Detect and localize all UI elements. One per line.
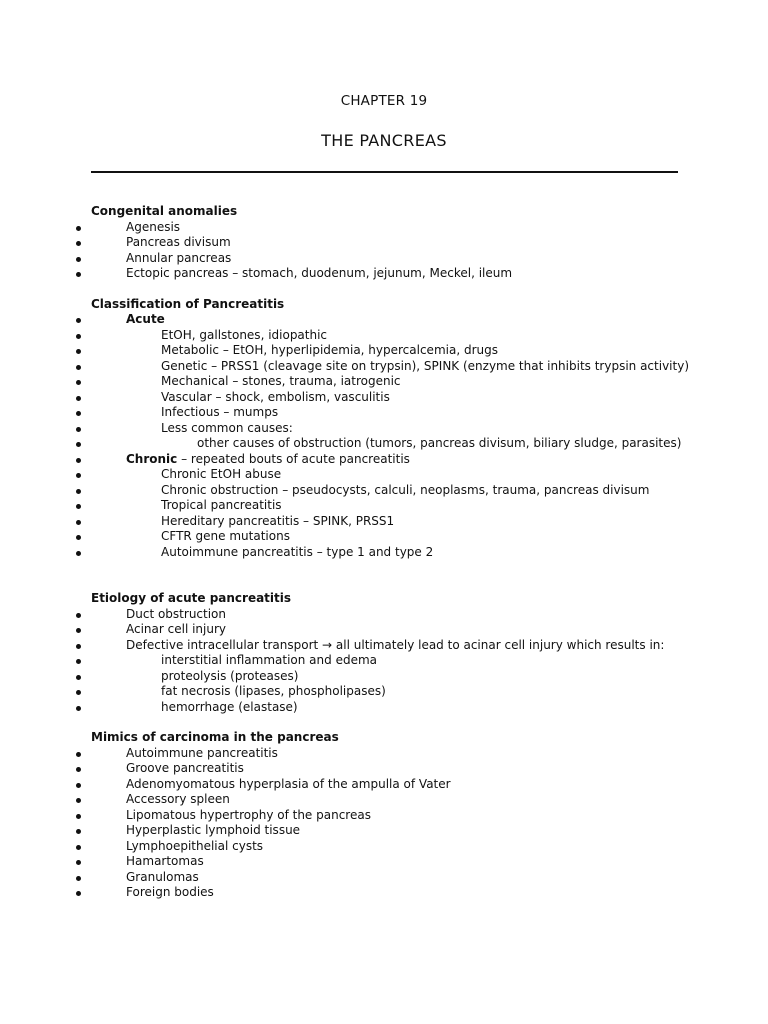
chapter-title: THE PANCREAS: [321, 131, 447, 150]
bullet-list: [91, 220, 691, 282]
list-item: CFTR gene mutations: [91, 529, 691, 545]
list-item: Hyperplastic lymphoid tissue: [91, 823, 691, 839]
list-item: Chronic EtOH abuse: [91, 467, 691, 483]
list-item: Genetic – PRSS1 (cleavage site on trypsin), SPINK (enzyme that inhibits trypsin activity): [91, 359, 691, 375]
section-etiology: [91, 591, 691, 715]
section-title: Classification of Pancreatitis: [91, 296, 285, 311]
list-item: Annular pancreas: [91, 251, 691, 267]
bullet-list: [91, 746, 691, 901]
bullet-list: [91, 312, 691, 560]
list-item-chronic: [91, 452, 691, 468]
list-item: Less common causes:: [91, 421, 691, 437]
list-item: Chronic obstruction – pseudocysts, calculi, neoplasms, trauma, pancreas divisum: [91, 483, 691, 499]
section-title: Mimics of carcinoma in the pancreas: [91, 730, 339, 744]
list-item: Autoimmune pancreatitis – type 1 and type 2: [91, 545, 691, 561]
list-item: Agenesis: [91, 220, 691, 236]
section-congenital: [91, 204, 691, 282]
list-item: other causes of obstruction (tumors, pancreas divisum, biliary sludge, parasites): [91, 436, 691, 452]
list-item: Lymphoepithelial cysts: [91, 839, 691, 855]
list-item: Ectopic pancreas – stomach, duodenum, jejunum, Meckel, ileum: [91, 266, 691, 282]
list-item: interstitial inflammation and edema: [91, 653, 691, 669]
list-item: Hamartomas: [91, 854, 691, 870]
list-item: Autoimmune pancreatitis: [91, 746, 691, 762]
acute-label: Acute: [126, 312, 165, 326]
chronic-description: – repeated bouts of acute pancreatitis: [177, 451, 410, 466]
list-item: Accessory spleen: [91, 792, 691, 808]
document-body: [91, 204, 691, 901]
list-item: Vascular – shock, embolism, vasculitis: [91, 390, 691, 406]
list-item: Hereditary pancreatitis – SPINK, PRSS1: [91, 514, 691, 530]
list-item: Duct obstruction: [91, 607, 691, 623]
list-item: Metabolic – EtOH, hyperlipidemia, hypercalcemia, drugs: [91, 343, 691, 359]
list-item: proteolysis (proteases): [91, 669, 691, 685]
list-item: hemorrhage (elastase): [91, 700, 691, 716]
section-title: Congenital anomalies: [91, 204, 238, 218]
list-item: Pancreas divisum: [91, 235, 691, 251]
list-item: fat necrosis (lipases, phospholipases): [91, 684, 691, 700]
list-item-acute: [91, 312, 691, 328]
list-item: Lipomatous hypertrophy of the pancreas: [91, 808, 691, 824]
section-title: Etiology of acute pancreatitis: [91, 591, 292, 605]
list-item: EtOH, gallstones, idiopathic: [91, 328, 691, 344]
list-item: Acinar cell injury: [91, 622, 691, 638]
list-item: Groove pancreatitis: [91, 761, 691, 777]
list-item: Infectious – mumps: [91, 405, 691, 421]
chronic-label: Chronic: [126, 451, 178, 466]
section-classification: [91, 297, 691, 561]
list-item: Foreign bodies: [91, 885, 691, 901]
section-mimics: [91, 730, 691, 901]
list-item: Adenomyomatous hyperplasia of the ampulla of Vater: [91, 777, 691, 793]
list-item: Defective intracellular transport → all ultimately lead to acinar cell injury which results in:: [91, 638, 691, 654]
bullet-list: [91, 607, 691, 716]
list-item: Tropical pancreatitis: [91, 498, 691, 514]
list-item: Mechanical – stones, trauma, iatrogenic: [91, 374, 691, 390]
chapter-number: CHAPTER 19: [340, 93, 428, 109]
list-item: Granulomas: [91, 870, 691, 886]
header-divider: [91, 171, 678, 173]
